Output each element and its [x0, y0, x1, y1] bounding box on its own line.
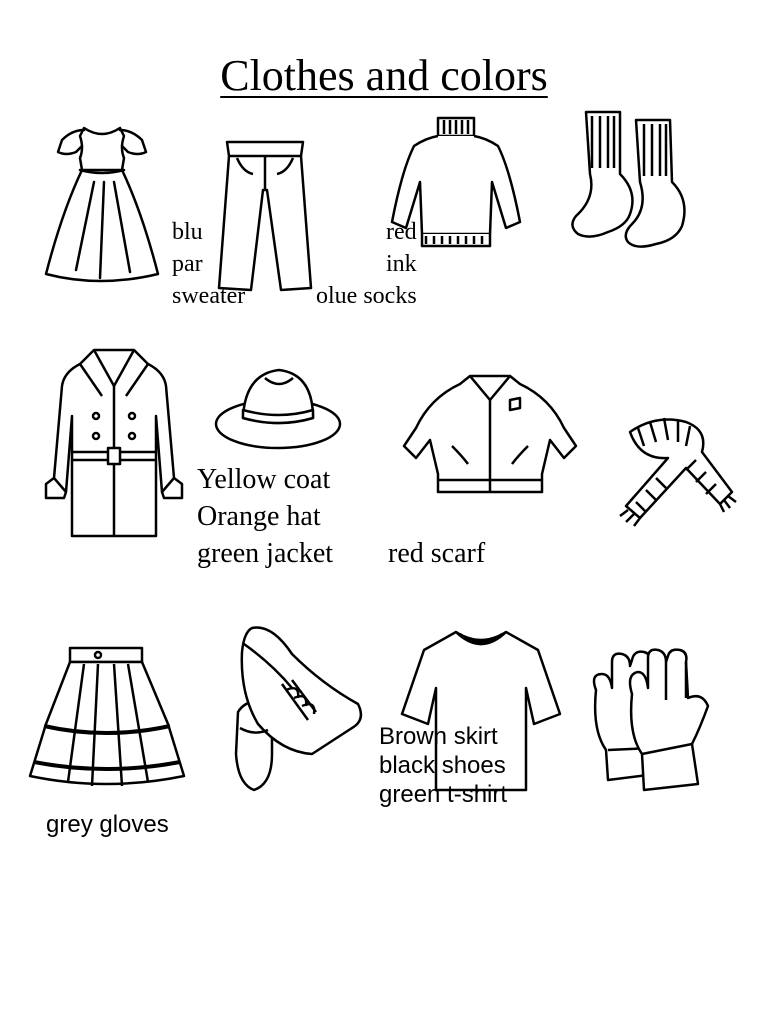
- label-row1-right: red ink olue socks: [316, 219, 417, 309]
- coat-icon: [44, 346, 184, 544]
- page-title: Clothes and colors: [220, 51, 548, 100]
- jacket-icon: [402, 370, 578, 504]
- dress-icon: [40, 122, 165, 284]
- shoes-icon: [232, 624, 366, 792]
- label-grey-gloves: grey gloves: [46, 811, 169, 838]
- label-row1-left: blu par sweater: [172, 219, 246, 309]
- skirt-icon: [26, 644, 188, 792]
- hat-icon: [213, 364, 343, 452]
- scarf-icon: [616, 412, 738, 538]
- label-red-scarf: red scarf: [388, 538, 486, 569]
- label-row3: Brown skirt black shoes green t-shirt: [379, 723, 508, 808]
- label-row2: Yellow coat Orange hat green jacket: [197, 464, 334, 569]
- socks-icon: [568, 108, 693, 253]
- gloves-icon: [582, 644, 718, 792]
